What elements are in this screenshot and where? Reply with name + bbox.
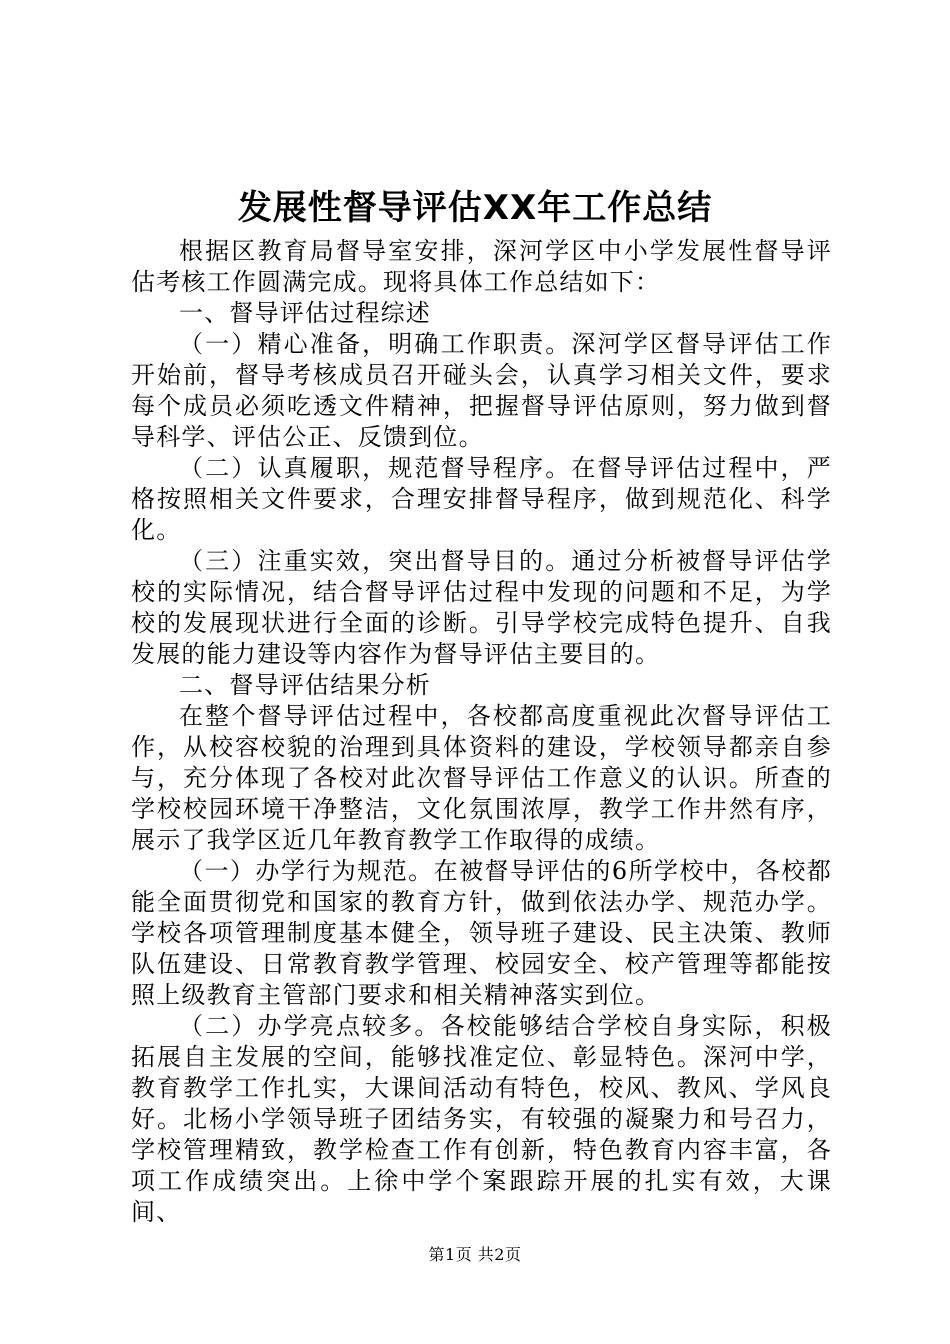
document-body [131,236,832,1228]
paragraph-2-1: （一）办学行为规范。在被督导评估的6所学校中，各校都能全面贯彻党和国家的教育方针，做到依法办学、规范办学。学校各项管理制度基本健全，领导班子建设、民主决策、教师队伍建设、日常教育教学管理、校园安全、校产管理等都能按照上级教育主管部门要求和相关精神落实到位。 [131,857,832,1009]
paragraph-1-3: （三）注重实效，突出督导目的。通过分析被督导评估学校的实际情况，结合督导评估过程中发现的问题和不足，为学校的发展现状进行全面的诊断。引导学校完成特色提升、自我发展的能力建设等内容作为督导评估主要目的。 [131,547,832,668]
paragraph-2-intro: 在整个督导评估过程中，各校都高度重视此次督导评估工作，从校容校貌的治理到具体资料的建设，学校领导都亲自参与，充分体现了各校对此次督导评估工作意义的认识。所查的学校校园环境干净整洁，文化氛围浓厚，教学工作井然有序，展示了我学区近几年教育教学工作取得的成绩。 [131,702,832,854]
paragraph-1-2: （二）认真履职，规范督导程序。在督导评估过程中，严格按照相关文件要求，合理安排督导程序，做到规范化、科学化。 [131,454,832,544]
paragraph-1-1: （一）精心准备，明确工作职责。深河学区督导评估工作开始前，督导考核成员召开碰头会，认真学习相关文件，要求每个成员必须吃透文件精神，把握督导评估原则，努力做到督导科学、评估公正、反馈到位。 [131,330,832,451]
paragraph-2-2: （二）办学亮点较多。各校能够结合学校自身实际，积极拓展自主发展的空间，能够找准定位、彰显特色。深河中学，教育教学工作扎实，大课间活动有特色，校风、教风、学风良好。北杨小学领导班子团结务实，有较强的凝聚力和号召力，学校管理精致，教学检查工作有创新，特色教育内容丰富，各项工作成绩突出。上徐中学个案跟踪开展的扎实有效，大课间、 [131,1012,832,1226]
paragraph-intro: 根据区教育局督导室安排，深河学区中小学发展性督导评估考核工作圆满完成。现将具体工作总结如下： [131,237,832,296]
document-title: 发展性督导评估XX年工作总结 [237,188,713,228]
section-heading-1: 一、督导评估过程综述 [179,299,431,327]
page-number-footer: 第1页 共2页 [428,1245,522,1264]
section-heading-2: 二、督导评估结果分析 [179,671,431,699]
